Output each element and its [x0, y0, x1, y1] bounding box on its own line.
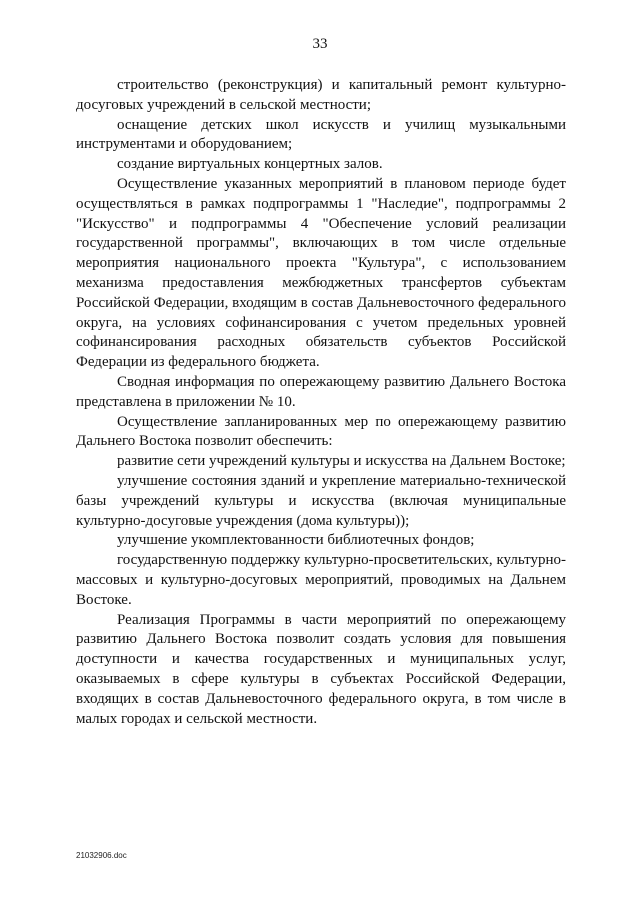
paragraph: развитие сети учреждений культуры и искусства на Дальнем Востоке; — [117, 453, 566, 470]
page-number: 33 — [312, 36, 328, 52]
paragraph: Осуществление запланированных мер по опережающему развитию Дальнего Востока позволит обеспечить: — [76, 413, 566, 450]
paragraph: строительство (реконструкция) и капитальный ремонт культурно-досуговых учреждений в сельской местности; — [76, 77, 566, 113]
paragraph: улучшение состояния зданий и укрепление материально-технической базы учреждений культуры и искусства (включая муниципальные культурно-досуговые учреждения (дома культуры)); — [76, 472, 566, 529]
document-file-code: 21032906.doc — [76, 851, 127, 860]
paragraph: создание виртуальных концертных залов. — [117, 156, 383, 173]
paragraph: Сводная информация по опережающему развитию Дальнего Востока представлена в приложении № 10. — [76, 373, 566, 410]
paragraph: улучшение укомплектованности библиотечных фондов; — [117, 532, 475, 549]
paragraph: Осуществление указанных мероприятий в плановом периоде будет осуществляться в рамках подпрограммы 1 "Наследие", подпрограммы 2 "Искусство" и подпрограммы 4 "Обеспечение условий реализации государственной программы", включающих в том числе отдельные мероприятия национального проекта "Культура", с использованием механизма предоставления межбюджетных трансфертов субъектам Российской Федерации, входящим в состав Дальневосточного федерального округа, на условиях софинансирования с учетом предельных уровней софинансирования расходных обязательств субъектов Российской Федерации из федерального бюджета. — [76, 175, 566, 371]
paragraph: оснащение детских школ искусств и училищ музыкальными инструментами и оборудованием; — [76, 116, 566, 153]
document-body — [76, 76, 566, 729]
paragraph: Реализация Программы в части мероприятий по опережающему развитию Дальнего Востока позволит создать условия для повышения доступности и качества государственных и муниципальных услуг, оказываемых в сфере культуры в субъектах Российской Федерации, входящих в состав Дальневосточного федерального округа, в том числе в малых городах и сельской местности. — [76, 611, 566, 727]
paragraph: государственную поддержку культурно-просветительских, культурно-массовых и культурно-досуговых мероприятий, проводимых на Дальнем Востоке. — [76, 552, 566, 608]
